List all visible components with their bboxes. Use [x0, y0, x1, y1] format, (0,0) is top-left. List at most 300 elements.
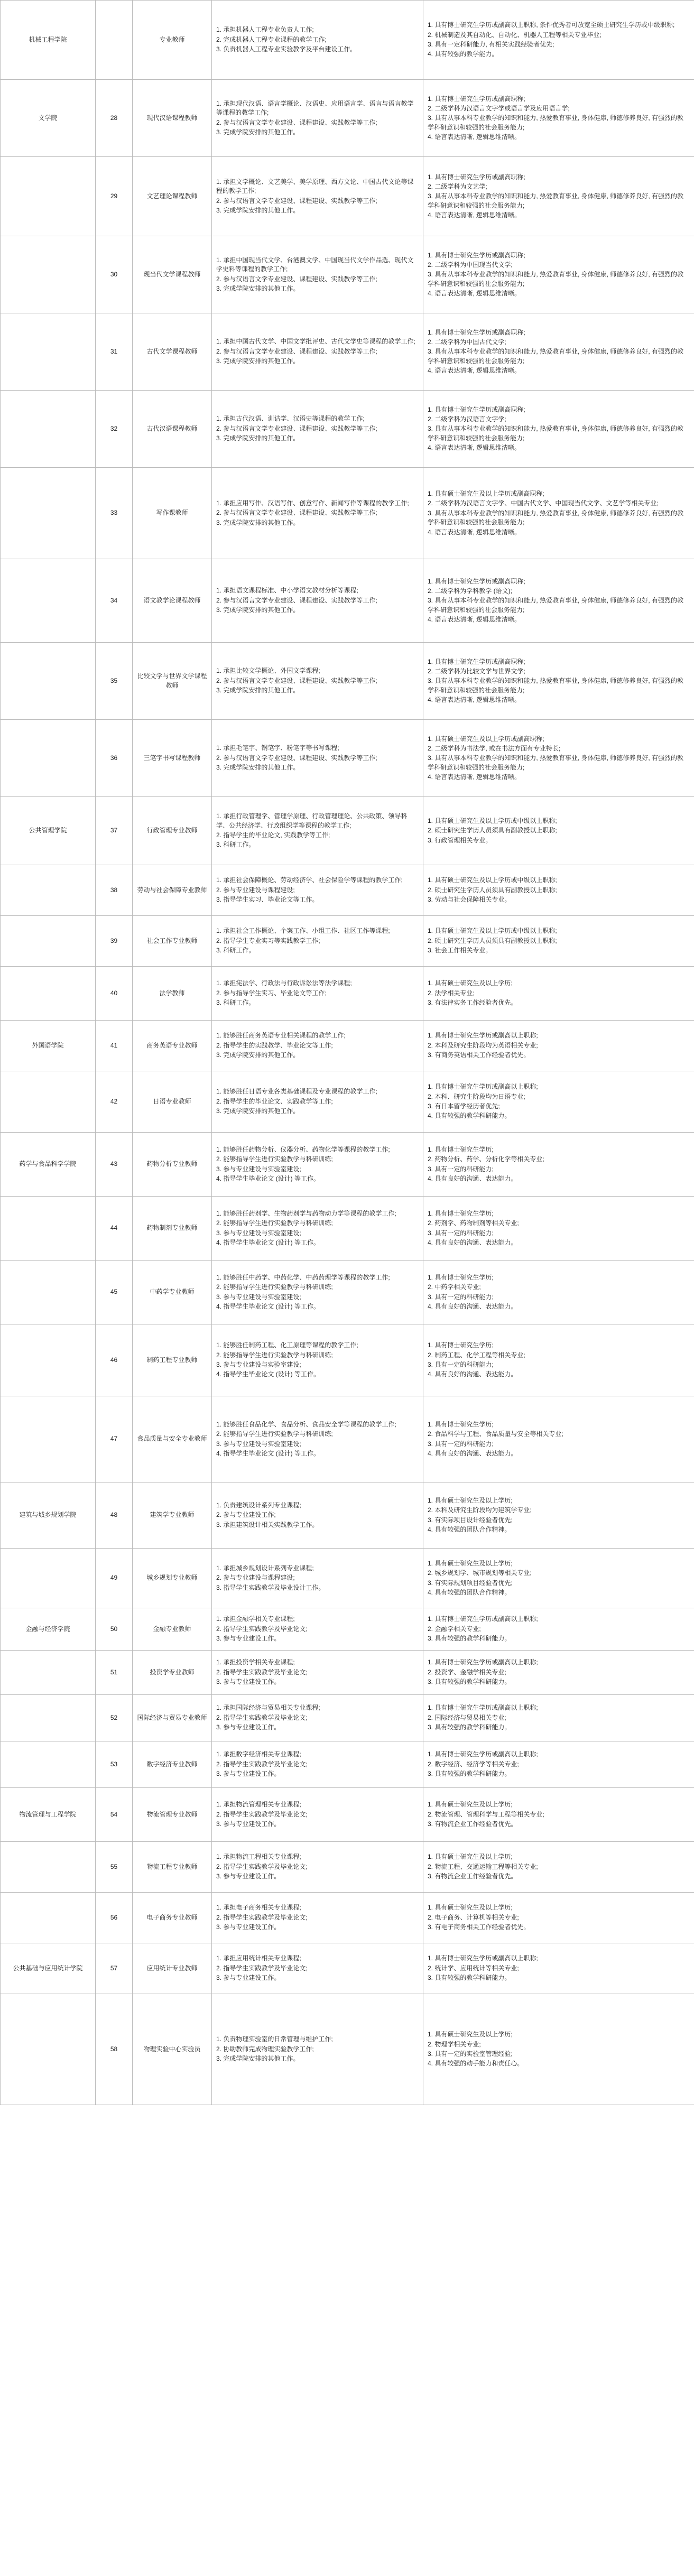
row-number-cell [96, 1, 133, 80]
duty-line: 3. 完成学院安排的其他工作。 [216, 284, 300, 292]
duties-cell [212, 1741, 423, 1788]
requirement-line: 2. 硕士研究生学历人员须具有副教授以上职称; [428, 937, 557, 944]
requirement-line: 1. 具有硕士研究生及以上学历或副高职称; [428, 490, 544, 498]
duty-line: 1. 承担应用写作、汉语写作、创意写作、新闻写作等课程的教学工作; [216, 499, 409, 507]
college-cell [1, 313, 96, 391]
duty-line: 2. 能够指导学生进行实验教学与科研训练; [216, 1283, 333, 1291]
row-number-cell: 34 [96, 559, 133, 643]
requirement-line: 2. 城乡规划学、城市规划等相关专业; [428, 1569, 532, 1577]
post-name-cell: 语文教学论课程教师 [133, 559, 212, 643]
duties-cell [212, 1842, 423, 1893]
post-name-cell: 法学教师 [133, 967, 212, 1021]
requirement-line: 1. 具有硕士研究生及以上学历; [428, 979, 513, 987]
requirement-line: 2. 金融学相关专业; [428, 1625, 481, 1633]
requirement-line: 4. 语言表达清晰, 逻辑思维清晰。 [428, 444, 521, 452]
requirements-cell [423, 1943, 694, 1994]
row-number-cell: 38 [96, 865, 133, 916]
duty-line: 2. 指导学生实践教学及毕业论文; [216, 1625, 308, 1633]
duty-line: 2. 参与汉语言文学专业建设、课程建设、实践教学等工作; [216, 677, 377, 684]
requirement-line: 4. 语言表达清晰, 逻辑思维清晰。 [428, 367, 521, 375]
duties-cell [212, 1133, 423, 1197]
requirement-line: 3. 具有一定科研能力, 有相关实践经验者优先; [428, 41, 554, 48]
requirement-line: 4. 语言表达清晰, 逻辑思维清晰。 [428, 528, 521, 536]
duties-cell [212, 1197, 423, 1261]
requirement-line: 1. 具有硕士研究生及以上学历; [428, 2031, 513, 2038]
requirement-line: 3. 具有较强的教学科研能力。 [428, 1974, 511, 1982]
requirements-cell [423, 1549, 694, 1608]
duty-line: 4. 指导学生毕业论文 (设计) 等工作。 [216, 1449, 320, 1457]
requirement-line: 2. 食品科学与工程、食品质量与安全等相关专业; [428, 1430, 563, 1438]
college-cell [1, 1396, 96, 1482]
row-number-cell: 56 [96, 1893, 133, 1943]
duty-line: 1. 能够胜任中药学、中药化学、中药药理学等课程的教学工作; [216, 1273, 390, 1281]
duties-cell [212, 967, 423, 1021]
requirement-line: 2. 制药工程、化学工程等相关专业; [428, 1351, 525, 1359]
duties-cell [212, 1893, 423, 1943]
requirement-line: 1. 具有硕士研究生及以上学历或中级以上职称; [428, 927, 557, 935]
college-cell [1, 1994, 96, 2105]
college-cell [1, 1651, 96, 1695]
requirement-line: 3. 具有一定的科研能力; [428, 1293, 494, 1301]
requirement-line: 1. 具有博士研究生学历; [428, 1420, 494, 1428]
duty-line: 3. 参与专业建设工作。 [216, 1770, 281, 1778]
duties-cell [212, 559, 423, 643]
table-row [1, 1133, 694, 1197]
college-cell [1, 1893, 96, 1943]
requirement-line: 1. 具有博士研究生学历; [428, 1145, 494, 1153]
duties-cell [212, 1608, 423, 1651]
post-name-cell: 劳动与社会保障专业教师 [133, 865, 212, 916]
table-row [1, 313, 694, 391]
table-row [1, 1651, 694, 1695]
requirement-line: 2. 法学相关专业; [428, 989, 475, 997]
duty-line: 3. 完成学院安排的其他工作。 [216, 2055, 300, 2063]
duty-line: 1. 承担社会工作概论、个案工作、小组工作、社区工作等课程; [216, 927, 390, 935]
post-name-cell: 中药学专业教师 [133, 1261, 212, 1324]
duty-line: 2. 参与汉语言文学专业建设、课程建设、实践教学等工作; [216, 424, 377, 432]
duty-line: 2. 参与汉语言文学专业建设、课程建设、实践教学等工作; [216, 754, 377, 762]
requirement-line: 4. 具有良好的沟通、表达能力。 [428, 1449, 517, 1457]
duty-line: 2. 协助教师完成物理实验教学工作; [216, 2045, 314, 2053]
duty-line: 2. 指导学生实践教学及毕业论文; [216, 1964, 308, 1972]
requirement-line: 1. 具有博士研究生学历或副高职称; [428, 405, 525, 413]
requirement-line: 3. 有实际项目设计经验者优先; [428, 1516, 513, 1524]
duty-line: 2. 参与汉语言文学专业建设、课程建设、实践教学等工作; [216, 275, 377, 283]
college-cell [1, 1549, 96, 1608]
duty-line: 1. 承担城乡规划设计系列专业课程; [216, 1564, 314, 1572]
duty-line: 1. 承担电子商务相关专业课程; [216, 1904, 301, 1912]
duty-line: 1. 承担古代汉语、训诂学、汉语史等课程的教学工作; [216, 415, 365, 423]
college-cell [1, 391, 96, 468]
duties-cell [212, 1549, 423, 1608]
requirement-line: 3. 具有较强的教学科研能力。 [428, 1723, 511, 1731]
duty-line: 1. 能够胜任药物分析、仪器分析、药物化学等课程的教学工作; [216, 1145, 390, 1153]
requirement-line: 2. 药物分析、药学、分析化学等相关专业; [428, 1155, 544, 1163]
requirements-cell [423, 1482, 694, 1549]
row-number-cell: 41 [96, 1021, 133, 1071]
post-name-cell: 比较文学与世界文学课程教师 [133, 643, 212, 720]
duty-line: 4. 指导学生毕业论文 (设计) 等工作。 [216, 1238, 320, 1246]
post-name-cell: 国际经济与贸易专业教师 [133, 1695, 212, 1741]
duty-line: 1. 承担金融学相关专业课程; [216, 1615, 295, 1623]
duty-line: 1. 承担国际经济与贸易相关专业课程; [216, 1704, 320, 1712]
duty-line: 1. 能够胜任日语专业各类基础课程及专业课程的教学工作; [216, 1088, 377, 1096]
requirement-line: 1. 具有硕士研究生及以上学历; [428, 1496, 513, 1504]
post-name-cell: 社会工作专业教师 [133, 916, 212, 967]
requirement-line: 3. 有物流企业工作经验者优先。 [428, 1873, 517, 1880]
duties-cell [212, 643, 423, 720]
duty-line: 2. 能够指导学生进行实验教学与科研训练; [216, 1155, 333, 1163]
duty-line: 3. 参与专业建设工作。 [216, 1974, 281, 1982]
requirements-cell [423, 720, 694, 797]
requirement-line: 2. 本科及研究生阶段均为建筑学专业; [428, 1506, 532, 1514]
requirement-line: 4. 具有较强的教学能力。 [428, 50, 498, 58]
duty-line: 1. 承担宪法学、行政法与行政诉讼法等法学课程; [216, 979, 352, 987]
duties-cell [212, 1261, 423, 1324]
requirements-cell [423, 1842, 694, 1893]
duty-line: 3. 参与专业建设与实验室建设; [216, 1293, 301, 1301]
duty-line: 4. 指导学生毕业论文 (设计) 等工作。 [216, 1174, 320, 1182]
post-name-cell: 三笔字书写课程教师 [133, 720, 212, 797]
row-number-cell: 39 [96, 916, 133, 967]
requirement-line: 2. 二级学科为汉语言文字学、中国古代文学、中国现当代文学、文艺学等相关专业; [428, 499, 659, 507]
duties-cell [212, 157, 423, 236]
table-row [1, 1608, 694, 1651]
row-number-cell: 58 [96, 1994, 133, 2105]
requirement-line: 1. 具有硕士研究生及以上学历; [428, 1559, 513, 1567]
requirement-line: 2. 二级学科为文艺学; [428, 182, 487, 190]
row-number-cell: 30 [96, 236, 133, 313]
requirements-cell [423, 157, 694, 236]
requirements-cell [423, 1651, 694, 1695]
duty-line: 1. 承担物流工程相关专业课程; [216, 1853, 301, 1861]
duties-cell [212, 865, 423, 916]
duties-cell [212, 1788, 423, 1842]
duty-line: 3. 指导学生实习、毕业论文等工作。 [216, 896, 319, 904]
requirement-line: 4. 语言表达清晰, 逻辑思维清晰。 [428, 290, 521, 298]
duty-line: 1. 承担数字经济相关专业课程; [216, 1750, 301, 1758]
college-cell: 公共基础与应用统计学院 [1, 1943, 96, 1994]
table-row [1, 967, 694, 1021]
requirement-line: 3. 具有从事本科专业教学的知识和能力, 热爱教育事业, 身体健康, 师德修养良好, 有强烈的教学科研意识和较强的社会服务能力; [428, 677, 684, 694]
requirement-line: 4. 语言表达清晰, 逻辑思维清晰。 [428, 696, 521, 704]
row-number-cell: 52 [96, 1695, 133, 1741]
duty-line: 2. 指导学生实践教学及毕业论文; [216, 1668, 308, 1676]
requirement-line: 2. 统计学、应用统计等相关专业; [428, 1964, 519, 1972]
requirements-cell [423, 1695, 694, 1741]
duty-line: 2. 指导学生实践教学及毕业论文; [216, 1760, 308, 1768]
post-name-cell: 现代汉语课程教师 [133, 80, 212, 157]
duty-line: 3. 参与专业建设与实验室建设; [216, 1165, 301, 1173]
row-number-cell: 36 [96, 720, 133, 797]
duty-line: 3. 指导学生实践教学及毕业设计工作。 [216, 1583, 325, 1591]
row-number-cell: 33 [96, 468, 133, 559]
requirements-cell [423, 967, 694, 1021]
post-name-cell: 城乡规划专业教师 [133, 1549, 212, 1608]
duty-line: 2. 完成机器人工程专业课程的教学工作; [216, 35, 327, 43]
duty-line: 2. 参与专业建设工作; [216, 1511, 276, 1519]
college-cell [1, 236, 96, 313]
requirement-line: 3. 有实际规划项目经验者优先; [428, 1579, 513, 1587]
table-row [1, 1695, 694, 1741]
requirements-cell [423, 1197, 694, 1261]
table-row [1, 391, 694, 468]
college-cell: 物流管理与工程学院 [1, 1788, 96, 1842]
row-number-cell: 28 [96, 80, 133, 157]
requirement-line: 3. 具有从事本科专业教学的知识和能力, 热爱教育事业, 身体健康, 师德修养良好, 有强烈的教学科研意识和较强的社会服务能力; [428, 754, 684, 771]
requirement-line: 4. 具有较强的教学科研能力。 [428, 1112, 511, 1120]
duty-line: 2. 指导学生实践教学及毕业论文; [216, 1713, 308, 1721]
duty-line: 3. 完成学院安排的其他工作。 [216, 606, 300, 614]
duty-line: 2. 指导学生实践教学及毕业论文; [216, 1913, 308, 1921]
table-row [1, 1482, 694, 1549]
post-name-cell: 文艺理论课程教师 [133, 157, 212, 236]
requirement-line: 1. 具有博士研究生学历; [428, 1273, 494, 1281]
duty-line: 2. 指导学生实践教学及毕业论文; [216, 1810, 308, 1818]
duty-line: 1. 承担现代汉语、语言学概论、汉语史、应用语言学、语言与语言教学等课程的教学工作; [216, 99, 414, 117]
requirement-line: 2. 本科及研究生阶段均为英语相关专业; [428, 1041, 538, 1049]
row-number-cell: 45 [96, 1261, 133, 1324]
row-number-cell: 48 [96, 1482, 133, 1549]
table-row [1, 1324, 694, 1396]
requirement-line: 4. 语言表达清晰, 逻辑思维清晰。 [428, 133, 521, 141]
duty-line: 4. 指导学生毕业论文 (设计) 等工作。 [216, 1302, 320, 1310]
requirement-line: 1. 具有博士研究生学历; [428, 1209, 494, 1217]
post-name-cell: 电子商务专业教师 [133, 1893, 212, 1943]
requirement-line: 2. 机械制造及其自动化、自动化、机器人工程等相关专业毕业; [428, 31, 602, 39]
requirement-line: 4. 语言表达清晰, 逻辑思维清晰。 [428, 616, 521, 624]
table-row [1, 80, 694, 157]
requirement-line: 1. 具有硕士研究生及以上学历或中级以上职称; [428, 876, 557, 884]
college-cell [1, 1261, 96, 1324]
table-row [1, 1788, 694, 1842]
row-number-cell: 50 [96, 1608, 133, 1651]
duties-cell [212, 720, 423, 797]
duty-line: 3. 参与专业建设工作。 [216, 1820, 281, 1828]
requirement-line: 2. 二级学科为比较文学与世界文学; [428, 667, 525, 675]
requirement-line: 1. 具有博士研究生学历; [428, 1341, 494, 1349]
table-row [1, 1893, 694, 1943]
requirement-line: 1. 具有博士研究生学历或副高职称; [428, 328, 525, 336]
requirements-cell [423, 1788, 694, 1842]
row-number-cell: 55 [96, 1842, 133, 1893]
post-name-cell: 行政管理专业教师 [133, 797, 212, 865]
post-name-cell: 金融专业教师 [133, 1608, 212, 1651]
requirement-line: 2. 二级学科为学科教学 (语文); [428, 587, 513, 595]
duties-cell [212, 916, 423, 967]
college-cell: 文学院 [1, 80, 96, 157]
requirements-cell [423, 643, 694, 720]
duties-cell [212, 1396, 423, 1482]
college-cell [1, 865, 96, 916]
requirement-line: 2. 中药学相关专业; [428, 1283, 481, 1291]
requirement-line: 1. 具有博士研究生学历或副高以上职称; [428, 1750, 538, 1758]
duty-line: 1. 承担行政管理学、管理学原理、行政管理理论、公共政策、领导科学、公共经济学、行政组织学等课程的教学工作; [216, 812, 408, 829]
college-cell [1, 967, 96, 1021]
requirement-line: 2. 物理学相关专业; [428, 2040, 481, 2048]
post-name-cell: 古代文学课程教师 [133, 313, 212, 391]
duty-line: 2. 能够指导学生进行实验教学与科研训练; [216, 1219, 333, 1227]
college-cell: 公共管理学院 [1, 797, 96, 865]
row-number-cell: 37 [96, 797, 133, 865]
requirement-line: 3. 具有一定的科研能力; [428, 1440, 494, 1448]
post-name-cell: 物理实验中心实验员 [133, 1994, 212, 2105]
duty-line: 2. 能够指导学生进行实验教学与科研训练; [216, 1430, 333, 1438]
post-name-cell: 药物分析专业教师 [133, 1133, 212, 1197]
table-row [1, 1, 694, 80]
requirement-line: 3. 具有从事本科专业教学的知识和能力, 热爱教育事业, 身体健康, 师德修养良好, 有强烈的教学科研意识和较强的社会服务能力; [428, 114, 684, 131]
requirement-line: 2. 投资学、金融学相关专业; [428, 1668, 506, 1676]
requirement-line: 3. 有日本留学经历者优先; [428, 1102, 500, 1110]
duty-line: 1. 承担应用统计相关专业课程; [216, 1954, 301, 1962]
post-name-cell: 数字经济专业教师 [133, 1741, 212, 1788]
requirements-cell [423, 865, 694, 916]
table-row [1, 1994, 694, 2105]
requirement-line: 4. 具有良好的沟通、表达能力。 [428, 1370, 517, 1378]
requirement-line: 3. 有电子商务相关工作经验者优先。 [428, 1923, 530, 1931]
requirements-cell [423, 468, 694, 559]
duty-line: 2. 参与汉语言文学专业建设、课程建设、实践教学等工作; [216, 596, 377, 604]
duties-cell [212, 1482, 423, 1549]
duty-line: 1. 承担语文课程标准、中小学语文教材分析等课程; [216, 587, 358, 595]
requirement-line: 1. 具有博士研究生学历或副高以上职称; [428, 1704, 538, 1712]
requirement-line: 4. 具有良好的沟通、表达能力。 [428, 1238, 517, 1246]
requirement-line: 2. 数字经济、经济学等相关专业; [428, 1760, 519, 1768]
table-row [1, 1021, 694, 1071]
requirement-line: 3. 社会工作相关专业。 [428, 947, 492, 955]
college-cell [1, 157, 96, 236]
college-cell [1, 1695, 96, 1741]
requirement-line: 4. 具有较强的团队合作精神。 [428, 1588, 511, 1596]
table-row [1, 1842, 694, 1893]
requirements-cell [423, 236, 694, 313]
table-row [1, 157, 694, 236]
row-number-cell: 53 [96, 1741, 133, 1788]
duty-line: 2. 参与专业建设与课程建设; [216, 886, 295, 894]
table-row [1, 1071, 694, 1133]
requirement-line: 1. 具有博士研究生学历或副高以上职称; [428, 1615, 538, 1623]
requirement-line: 2. 本科、研究生阶段均为日语专业; [428, 1092, 525, 1100]
duty-line: 2. 能够指导学生进行实验教学与科研训练; [216, 1351, 333, 1359]
requirement-line: 2. 二级学科为中国古代文学; [428, 338, 506, 346]
duty-line: 3. 完成学院安排的其他工作。 [216, 764, 300, 772]
college-cell [1, 468, 96, 559]
college-cell [1, 643, 96, 720]
post-name-cell: 写作课教师 [133, 468, 212, 559]
post-name-cell: 投资学专业教师 [133, 1651, 212, 1695]
row-number-cell: 54 [96, 1788, 133, 1842]
table-row [1, 1197, 694, 1261]
duties-cell [212, 468, 423, 559]
post-name-cell: 物流工程专业教师 [133, 1842, 212, 1893]
duty-line: 2. 参与专业建设与课程建设; [216, 1574, 295, 1582]
duty-line: 3. 承担建筑设计相关实践教学工作。 [216, 1521, 319, 1528]
post-name-cell: 古代汉语课程教师 [133, 391, 212, 468]
duty-line: 4. 指导学生毕业论文 (设计) 等工作。 [216, 1370, 320, 1378]
duty-line: 1. 承担机器人工程专业负责人工作; [216, 26, 314, 34]
post-name-cell: 物流管理专业教师 [133, 1788, 212, 1842]
requirement-line: 2. 二级学科为中国现当代文学; [428, 261, 513, 268]
requirement-line: 2. 二级学科为汉语言文字学或语言学及应用语言学; [428, 104, 570, 112]
requirement-line: 3. 劳动与社会保障相关专业。 [428, 896, 511, 904]
requirement-line: 2. 二级学科为书法学, 或在书法方面有专业特长; [428, 744, 561, 752]
table-row [1, 1741, 694, 1788]
requirement-line: 1. 具有硕士研究生及以上学历或副高职称; [428, 735, 544, 743]
requirement-line: 1. 具有博士研究生学历或副高职称; [428, 173, 525, 181]
college-cell [1, 720, 96, 797]
post-name-cell: 商务英语专业教师 [133, 1021, 212, 1071]
college-cell: 药学与食品科学学院 [1, 1133, 96, 1197]
post-name-cell: 专业教师 [133, 1, 212, 80]
requirement-line: 1. 具有硕士研究生及以上学历; [428, 1904, 513, 1912]
requirement-line: 3. 具有一定的科研能力; [428, 1165, 494, 1173]
requirements-cell [423, 1133, 694, 1197]
college-cell [1, 1842, 96, 1893]
requirement-line: 2. 国际经济与贸易相关专业; [428, 1713, 506, 1721]
requirements-cell [423, 1021, 694, 1071]
duty-line: 1. 承担文学概论、文艺美学、美学原理、西方文论、中国古代文论等课程的教学工作; [216, 178, 414, 195]
duty-line: 3. 完成学院安排的其他工作。 [216, 206, 300, 214]
duty-line: 1. 能够胜任商务英语专业相关课程的教学工作; [216, 1032, 346, 1040]
requirements-cell [423, 1608, 694, 1651]
duty-line: 3. 参与专业建设与实验室建设; [216, 1361, 301, 1368]
row-number-cell: 42 [96, 1071, 133, 1133]
requirements-cell [423, 391, 694, 468]
row-number-cell: 47 [96, 1396, 133, 1482]
requirement-line: 1. 具有硕士研究生及以上学历; [428, 1801, 513, 1809]
row-number-cell: 44 [96, 1197, 133, 1261]
requirements-cell [423, 1741, 694, 1788]
duty-line: 3. 完成学院安排的其他工作。 [216, 357, 300, 365]
college-cell: 金融与经济学院 [1, 1608, 96, 1651]
duties-cell [212, 1324, 423, 1396]
requirement-line: 4. 语言表达清晰, 逻辑思维清晰。 [428, 773, 521, 781]
requirement-line: 1. 具有博士研究生学历或副高职称; [428, 577, 525, 585]
duty-line: 1. 承担比较文学概论、外国文学课程; [216, 667, 320, 675]
duty-line: 2. 指导学生的毕业论文, 实践教学等工作; [216, 831, 330, 839]
requirement-line: 3. 具有从事本科专业教学的知识和能力, 热爱教育事业, 身体健康, 师德修养良好, 有强烈的教学科研意识和较强的社会服务能力; [428, 597, 684, 614]
post-name-cell: 应用统计专业教师 [133, 1943, 212, 1994]
requirement-line: 1. 具有硕士研究生及以上学历或中级以上职称; [428, 817, 557, 824]
duty-line: 3. 完成学院安排的其他工作。 [216, 128, 300, 136]
duty-line: 1. 负责建筑设计系列专业课程; [216, 1501, 301, 1509]
requirement-line: 1. 具有博士研究生学历或副高以上职称; [428, 1083, 538, 1091]
post-name-cell: 制药工程专业教师 [133, 1324, 212, 1396]
requirement-line: 1. 具有博士研究生学历或副高职称; [428, 657, 525, 665]
duty-line: 2. 指导学生的毕业论文、实践教学等工作; [216, 1097, 333, 1105]
requirements-cell [423, 1071, 694, 1133]
requirement-line: 3. 具有从事本科专业教学的知识和能力, 热爱教育事业, 身体健康, 师德修养良好, 有强烈的教学科研意识和较强的社会服务能力; [428, 425, 684, 442]
requirement-line: 2. 物流工程、交通运输工程等相关专业; [428, 1862, 538, 1870]
requirement-line: 2. 物流管理、管理科学与工程等相关专业; [428, 1810, 544, 1818]
requirements-cell [423, 916, 694, 967]
positions-table-body [1, 1, 694, 2105]
duties-cell [212, 1021, 423, 1071]
duty-line: 3. 完成学院安排的其他工作。 [216, 518, 300, 526]
post-name-cell: 现当代文学课程教师 [133, 236, 212, 313]
requirement-line: 3. 具有从事本科专业教学的知识和能力, 热爱教育事业, 身体健康, 师德修养良好, 有强烈的教学科研意识和较强的社会服务能力; [428, 509, 684, 526]
requirement-line: 1. 具有博士研究生学历或副高以上职称, 条件优秀者可放宽至硕士研究生学历或中级职称; [428, 21, 675, 29]
row-number-cell: 57 [96, 1943, 133, 1994]
post-name-cell: 日语专业教师 [133, 1071, 212, 1133]
requirements-cell [423, 80, 694, 157]
duty-line: 3. 完成学院安排的其他工作。 [216, 687, 300, 694]
requirement-line: 3. 具有从事本科专业教学的知识和能力, 热爱教育事业, 身体健康, 师德修养良好, 有强烈的教学科研意识和较强的社会服务能力; [428, 348, 684, 365]
duties-cell [212, 797, 423, 865]
duty-line: 1. 承担中国古代文学、中国文学批评史、古代文学史等课程的教学工作; [216, 338, 415, 346]
college-cell [1, 1071, 96, 1133]
duty-line: 3. 参与专业建设工作。 [216, 1678, 281, 1686]
